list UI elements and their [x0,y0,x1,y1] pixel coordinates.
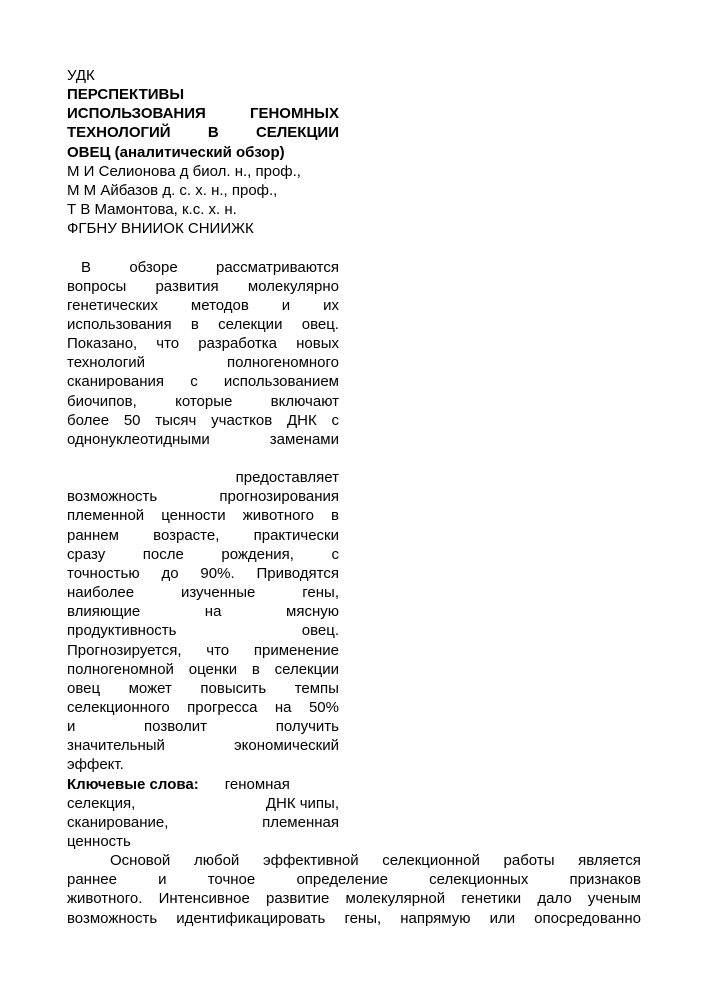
abstract-line: эффект. [67,756,124,774]
word: полногеномной [67,660,174,678]
word: генетических [67,296,158,314]
abstract-line [67,660,339,679]
abstract-line [67,277,339,296]
word: после [142,545,184,563]
word: в [331,507,339,525]
word: оценки [188,660,238,678]
word: разработка [198,335,278,353]
word: дало [537,890,572,908]
word: племенной [67,507,145,525]
abstract-line [67,430,339,449]
body-text-line [67,870,641,889]
word: получить [275,718,339,736]
word: СЕЛЕКЦИИ [255,124,339,142]
word: работы [503,852,555,870]
abstract-line [67,372,339,391]
word: с [331,545,339,563]
word: развития [155,277,219,295]
word: с [331,411,339,429]
word: идентификацировать [176,909,326,927]
word: селекционных [429,871,529,889]
word: селекция, [67,794,136,812]
author-line: М И Селионова д биол. н., проф., [67,162,301,180]
word: раннее [67,871,117,889]
abstract-line [67,334,339,353]
word: В [81,258,92,276]
word: опосредованно [534,909,641,927]
word: овец [67,679,101,697]
word: которые [175,392,233,410]
word: участков [211,411,273,429]
word: племенная [262,813,339,831]
word: практически [253,526,339,544]
word: мясную [286,603,339,621]
word: более [67,411,110,429]
word: животного. [67,890,143,908]
abstract-line: предоставляет [235,469,339,487]
word: или [489,909,516,927]
word: прогресса [187,698,258,716]
word: и [158,871,167,889]
word: изученные [180,584,256,602]
word: селекционного [67,698,170,716]
word: сканирование, [67,813,169,831]
word: до [161,564,179,582]
word: сканирования [67,373,165,391]
word: ГЕНОМНЫХ [249,105,339,123]
abstract-line [67,296,339,315]
word: использованием [223,373,339,391]
author-line: Т В Мамонтова, к.с. х. н. [67,201,237,219]
word: возможность [67,909,158,927]
word: 50 [123,411,141,429]
word: рождения, [221,545,294,563]
abstract-line [67,621,339,640]
word: Показано, [67,335,138,353]
word: что [156,335,180,353]
word: овец. [301,622,339,640]
word: влияющие [67,603,141,621]
abstract-line [67,717,339,736]
word: овец. [301,315,339,333]
word: наиболее [67,584,135,602]
word: рассматриваются [215,258,339,276]
word: экономический [233,737,339,755]
word: любой [193,852,240,870]
word: точное [207,871,256,889]
word: раннем [67,526,119,544]
word: что [206,641,230,659]
article-title-line [67,123,339,142]
word: напрямую [400,909,471,927]
body-text-line [67,851,641,870]
word: гены, [344,909,382,927]
word: признаков [569,871,641,889]
word: новых [296,335,339,353]
word: гены, [302,584,339,602]
word: включают [270,392,339,410]
word: селекции [274,660,339,678]
word: ДНК [286,411,317,429]
word: тысяч [155,411,197,429]
word: 50% [308,698,339,716]
word: точностью [67,564,140,582]
abstract-line [67,353,339,372]
word: использования [67,315,172,333]
word: полногеномного [226,354,339,372]
abstract-line [67,564,339,583]
word: повысить [200,679,267,697]
word: Прогнозируется, [67,641,182,659]
word: их [323,296,339,314]
abstract-line [67,602,339,621]
word: эффективной [262,852,359,870]
abstract-line [67,487,339,506]
article-title-line: ОВЕЦ (аналитический обзор) [67,143,285,161]
word: однонуклеотидными [67,430,210,448]
word: ученым [587,890,641,908]
keywords-label: Ключевые слова: [67,775,199,793]
word: молекулярной [345,890,446,908]
word: ТЕХНОЛОГИЙ [67,124,171,142]
word: Приводятся [256,564,339,582]
word: в [251,660,260,678]
abstract-line [67,258,339,277]
word: Интенсивное [158,890,250,908]
abstract-line [67,392,339,411]
word: 90%. [200,564,235,582]
abstract-line [67,506,339,525]
keyword: геномная [224,775,290,793]
word: ДНК чипы, [265,794,339,812]
abstract-line [67,411,339,430]
organization: ФГБНУ ВНИИОК СНИИЖК [67,220,254,238]
abstract-line [67,641,339,660]
body-text-line [67,889,641,908]
abstract-line [67,526,339,545]
keywords-line: ценность [67,833,131,850]
word: обзоре [129,258,178,276]
word: с [190,373,198,391]
word: на [274,698,292,716]
abstract-line [67,583,339,602]
word: В [207,124,219,142]
body-text-line [67,909,641,928]
word: Основой [110,852,171,870]
udk-label: УДК [67,67,95,84]
word: может [128,679,172,697]
word: селекции [218,315,283,333]
word: темпы [294,679,339,697]
abstract-line [67,315,339,334]
word: биочипов, [67,392,137,410]
word: животного [242,507,314,525]
word: сразу [67,545,106,563]
word: является [578,852,641,870]
word: ИСПОЛЬЗОВАНИЯ [67,105,206,123]
word: селекционной [382,852,480,870]
word: возможность [67,488,158,506]
abstract-line [67,545,339,564]
keywords-line [67,775,339,794]
word: прогнозирования [219,488,339,506]
word: применение [253,641,339,659]
word: методов [190,296,249,314]
word: и [67,718,76,736]
word: определение [296,871,388,889]
abstract-line [67,679,339,698]
word: на [204,603,222,621]
abstract-line [67,698,339,717]
abstract-line [67,736,339,755]
word: продуктивность [67,622,177,640]
word: технологий [67,354,146,372]
word: ценности [161,507,226,525]
word: развитие [266,890,330,908]
word: позволит [144,718,208,736]
word: генетики [461,890,522,908]
word: в [190,315,199,333]
word: заменами [269,430,339,448]
word: возрасте, [153,526,220,544]
keywords-line [67,813,339,832]
word: молекулярно [247,277,339,295]
article-title-line: ПЕРСПЕКТИВЫ [67,86,185,104]
word: вопросы [67,277,127,295]
article-title-line [67,104,339,123]
word: и [281,296,291,314]
word: значительный [67,737,165,755]
keywords-line [67,794,339,813]
author-line: М М Айбазов д. с. х. н., проф., [67,181,278,199]
